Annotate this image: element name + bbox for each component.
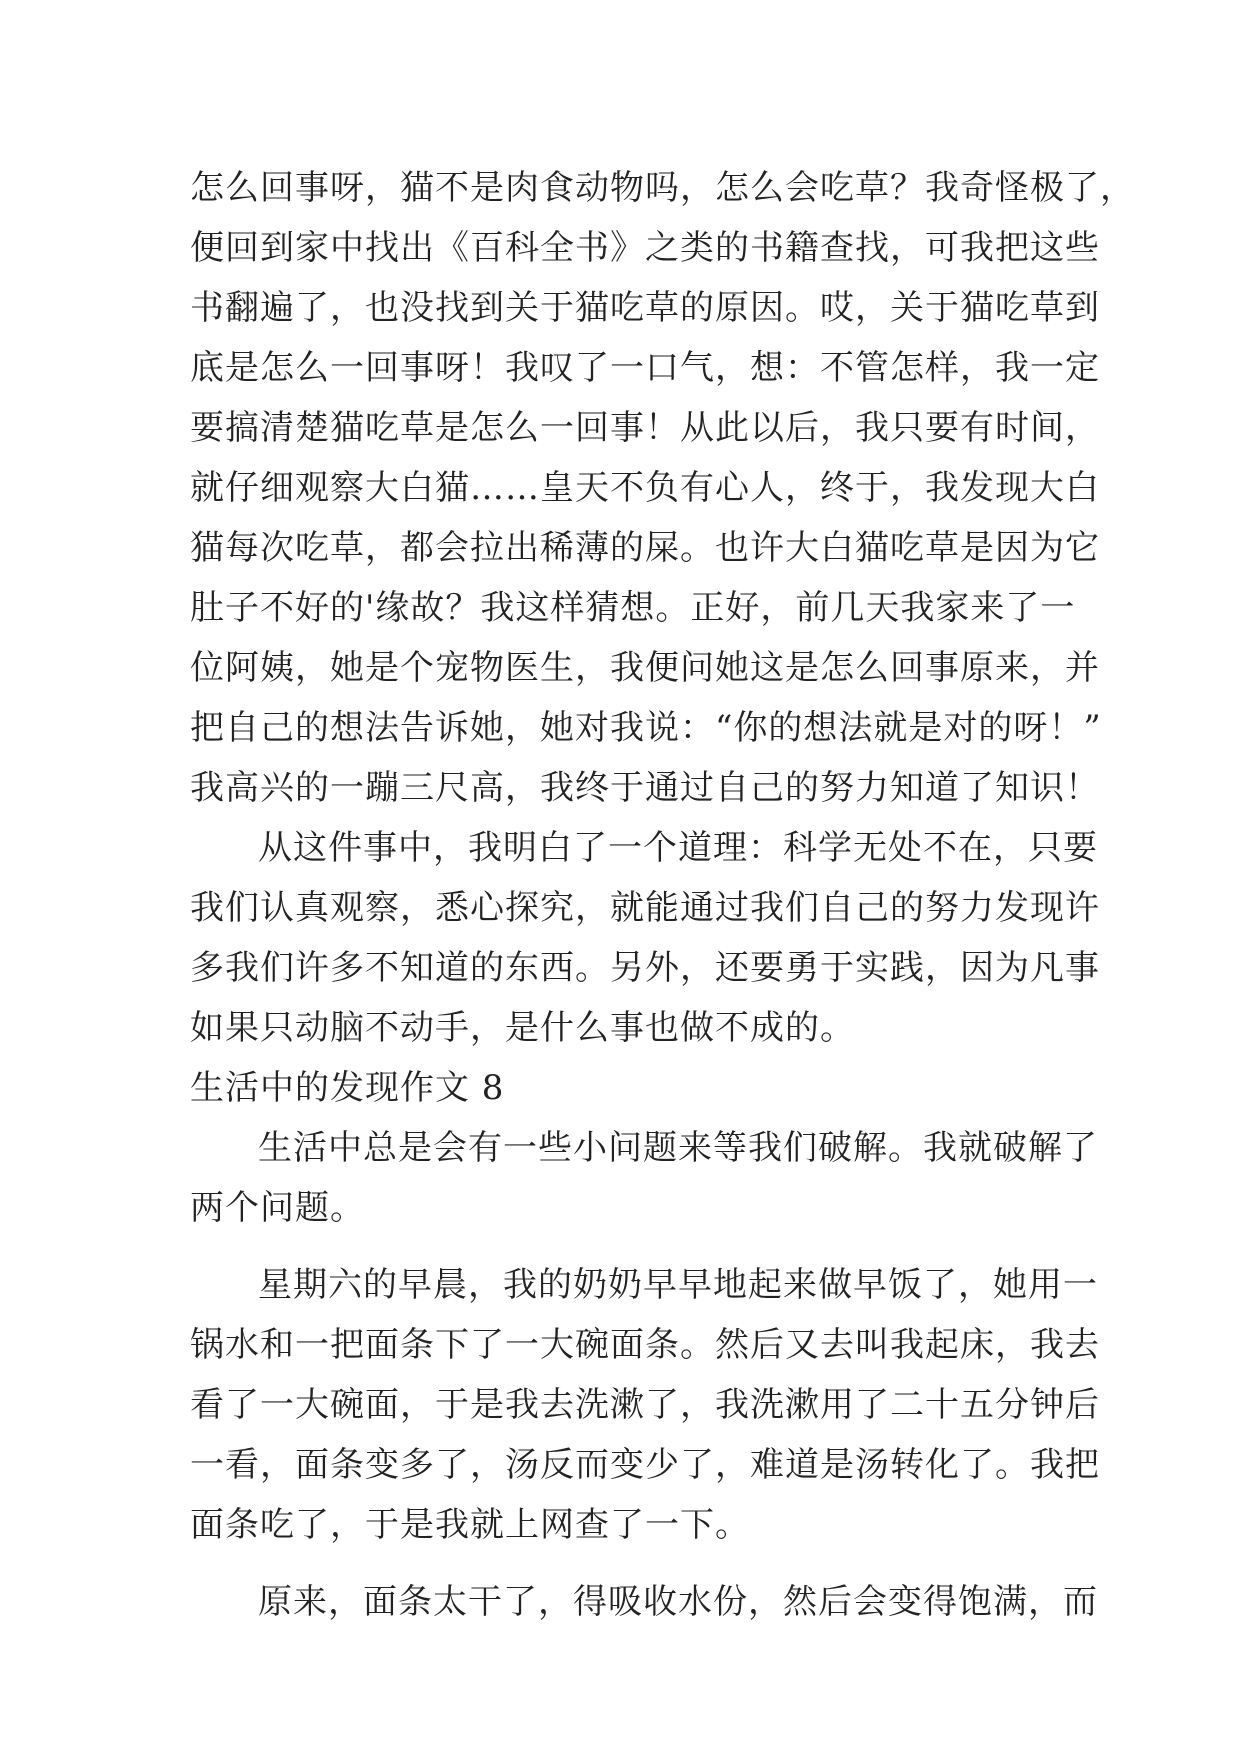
text-line: 底是怎么一回事呀！我叹了一口气，想：不管怎样，我一定 [190, 348, 1100, 388]
text-line: 一看，面条变多了，汤反而变少了，难道是汤转化了。我把 [190, 1445, 1100, 1485]
text-line: 我们认真观察，悉心探究，就能通过我们自己的努力发现许 [190, 888, 1100, 928]
text-line: 如果只动脑不动手，是什么事也做不成的。 [190, 1008, 855, 1048]
text-line: 书翻遍了，也没找到关于猫吃草的原因。哎，关于猫吃草到 [190, 288, 1100, 328]
paragraph-explanation [190, 1572, 1098, 1632]
text-line: 星期六的早晨，我的奶奶早早地起来做早饭了，她用一 [258, 1265, 1098, 1305]
paragraph-noodle-story [190, 1255, 1100, 1555]
paragraph-cat-story [190, 158, 1135, 818]
text-line: 原来，面条太干了，得吸收水份，然后会变得饱满，而 [258, 1582, 1098, 1622]
text-line: 两个问题。 [190, 1188, 365, 1228]
text-line: 把自己的想法告诉她，她对我说：“你的想法就是对的呀！” [190, 708, 1102, 748]
text-line: 从这件事中，我明白了一个道理：科学无处不在，只要 [258, 828, 1098, 868]
text-line: 就仔细观察大白猫……皇天不负有心人，终于，我发现大白 [190, 468, 1100, 508]
text-line: 看了一大碗面，于是我去洗漱了，我洗漱用了二十五分钟后 [190, 1385, 1100, 1425]
text-line: 怎么回事呀，猫不是肉食动物吗，怎么会吃草？我奇怪极了， [190, 168, 1135, 208]
document-body [190, 158, 1135, 1632]
text-line: 锅水和一把面条下了一大碗面条。然后又去叫我起床，我去 [190, 1325, 1100, 1365]
text-line: 位阿姨，她是个宠物医生，我便问她这是怎么回事原来，并 [190, 648, 1100, 688]
text-line: 面条吃了，于是我就上网查了一下。 [190, 1505, 750, 1545]
text-line: 多我们许多不知道的东西。另外，还要勇于实践，因为凡事 [190, 948, 1100, 988]
text-line: 便回到家中找出《百科全书》之类的书籍查找，可我把这些 [190, 228, 1100, 268]
text-line: 要搞清楚猫吃草是怎么一回事！从此以后，我只要有时间， [190, 408, 1100, 448]
paragraph-spacer [190, 1238, 1060, 1255]
text-line: 肚子不好的'缘故？我这样猜想。正好，前几天我家来了一 [190, 588, 1076, 628]
text-line: 生活中总是会有一些小问题来等我们破解。我就破解了 [258, 1128, 1098, 1168]
text-line: 我高兴的一蹦三尺高，我终于通过自己的努力知道了知识！ [190, 768, 1100, 808]
paragraph-spacer [190, 1555, 1060, 1572]
section-heading: 生活中的发现作文 8 [190, 1068, 505, 1108]
text-line: 猫每次吃草，都会拉出稀薄的屎。也许大白猫吃草是因为它 [190, 528, 1100, 568]
paragraph-conclusion [190, 818, 1100, 1058]
paragraph-intro [190, 1118, 1098, 1238]
